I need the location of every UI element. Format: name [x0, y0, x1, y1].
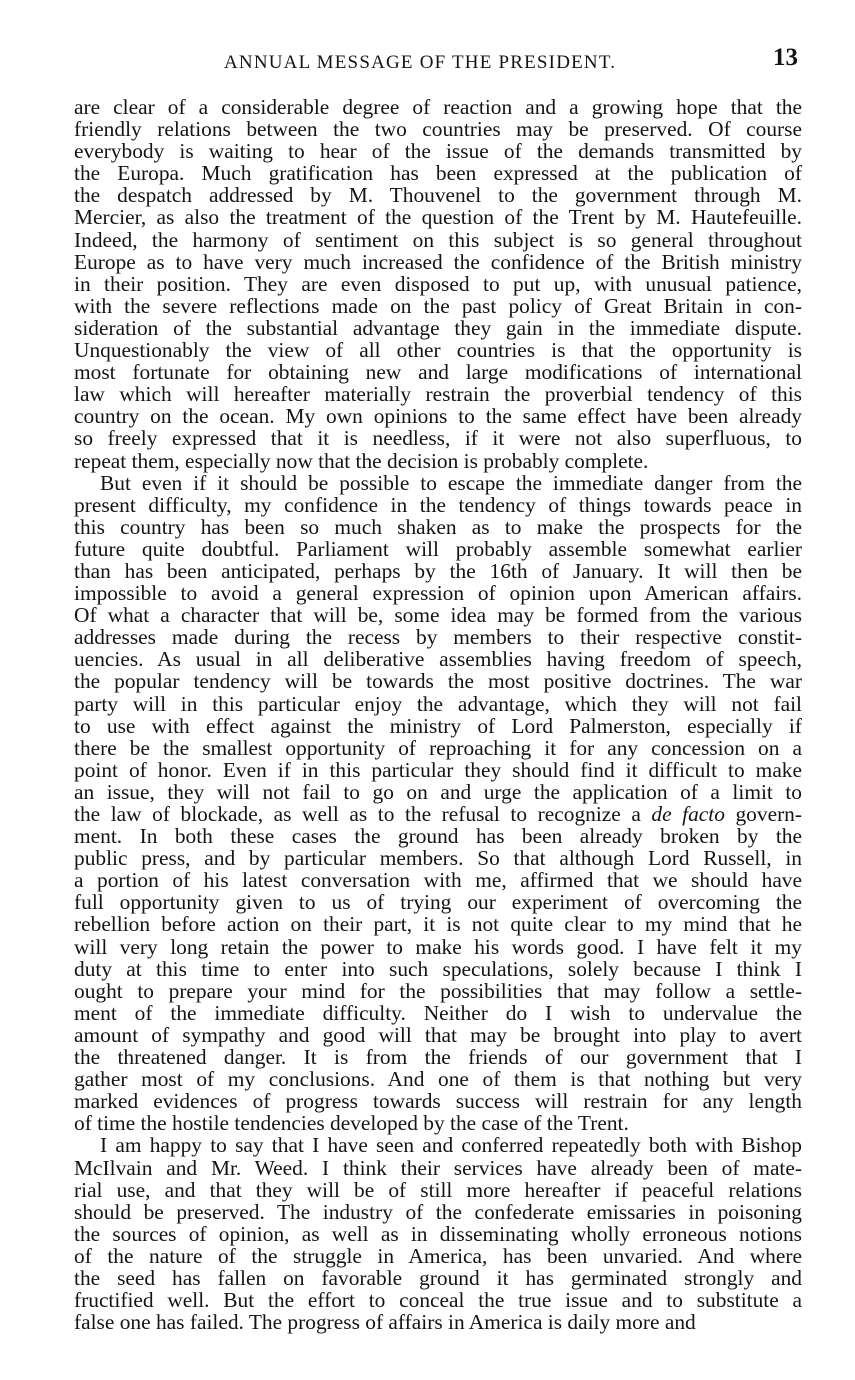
running-title: ANNUAL MESSAGE OF THE PRESIDENT.: [224, 52, 617, 73]
text-line: Indeed, the harmony of sentiment on this subject is so general throughout: [74, 227, 802, 252]
text-line: gather most of my conclusions. And one of them is that nothing but very: [74, 1067, 802, 1092]
text-line: rebellion before action on their part, it is not quite clear to my mind that he: [74, 912, 802, 937]
text-line: to use with effect against the ministry of Lord Palmerston, especially if: [74, 713, 802, 738]
text-line: law which will hereafter materially restrain the proverbial tendency of this: [74, 382, 802, 407]
text-line: so freely expressed that it is needless, if it were not also superfluous, to: [74, 426, 802, 451]
text-line: impossible to avoid a general expression of opinion upon American affairs.: [74, 581, 802, 606]
text-line: Unquestionably the view of all other countries is that the opportunity is: [74, 338, 802, 363]
text-line: most fortunate for obtaining new and large modifications of international: [74, 360, 802, 385]
text-line: Mercier, as also the treatment of the question of the Trent by M. Hautefeuille.: [74, 205, 802, 230]
text-line: ment. In both these cases the ground has been already broken by the: [74, 824, 802, 849]
text-line: rial use, and that they will be of still more hereafter if peaceful relations: [74, 1177, 802, 1202]
text-line: McIlvain and Mr. Weed. I think their services have already been of mate-: [74, 1155, 802, 1180]
text-line: will very long retain the power to make his words good. I have felt it my: [74, 934, 802, 959]
text-line: Europe as to have very much increased the confidence of the British ministry: [74, 249, 802, 274]
body-text: [74, 96, 802, 1333]
text-line: of the nature of the struggle in America, has been unvaried. And where: [74, 1243, 802, 1268]
text-line: ought to prepare your mind for the possibilities that may follow a settle-: [74, 978, 802, 1003]
text-line: ment of the immediate difficulty. Neither do I wish to undervalue the: [74, 1000, 802, 1025]
text-line: marked evidences of progress towards success will restrain for any length: [74, 1089, 802, 1114]
text-line: party will in this particular enjoy the advantage, which they will not fail: [74, 691, 802, 716]
text-line: country on the ocean. My own opinions to the same effect have been already: [74, 404, 802, 429]
text-line: addresses made during the recess by members to their respective constit-: [74, 625, 802, 650]
text-line: I am happy to say that I have seen and conferred repeatedly both with Bishop: [100, 1133, 802, 1158]
text-line: there be the smallest opportunity of reproaching it for any concession on a: [74, 735, 802, 760]
text-line: friendly relations between the two countries may be preserved. Of course: [74, 117, 802, 142]
text-line: false one has failed. The progress of affairs in America is daily more and: [74, 1310, 696, 1335]
text-line: an issue, they will not fail to go on and urge the application of a limit to: [74, 779, 802, 804]
text-line: public press, and by particular members. So that although Lord Russell, in: [74, 846, 802, 871]
text-line: future quite doubtful. Parliament will probably assemble somewhat earlier: [74, 536, 802, 561]
text-line: the seed has fallen on favorable ground it has germinated strongly and: [74, 1265, 802, 1290]
text-line: But even if it should be possible to escape the immediate danger from the: [100, 470, 802, 495]
text-line: the threatened danger. It is from the friends of our government that I: [74, 1045, 802, 1070]
text-line: the law of blockade, as well as to the refusal to recognize a de facto govern-: [74, 802, 803, 826]
text-line: than has been anticipated, perhaps by the 16th of January. It will then be: [74, 558, 802, 583]
text-line: everybody is waiting to hear of the issue of the demands transmitted by: [74, 139, 802, 164]
paragraph-3: [74, 1134, 802, 1333]
text-line: the despatch addressed by M. Thouvenel to the government through M.: [74, 183, 802, 208]
page-number: 13: [773, 44, 798, 71]
text-line: the Europa. Much gratification has been expressed at the publication of: [74, 161, 802, 186]
text-line: amount of sympathy and good will that may be brought into play to avert: [74, 1022, 802, 1047]
text-line: of time the hostile tendencies developed by the case of the Trent.: [74, 1111, 629, 1136]
text-line: are clear of a considerable degree of reaction and a growing hope that the: [74, 95, 802, 119]
text-line: repeat them, especially now that the decision is probably complete.: [74, 448, 649, 473]
page-header: [74, 44, 800, 84]
text-line: sideration of the substantial advantage they gain in the immediate dispute.: [74, 315, 802, 340]
text-line: uencies. As usual in all deliberative assemblies having freedom of speech,: [74, 647, 802, 672]
paragraph-1: [74, 96, 802, 472]
text-line: in their position. They are even disposed to put up, with unusual patience,: [74, 271, 802, 296]
text-line: point of honor. Even if in this particular they should find it difficult to make: [74, 757, 802, 782]
text-line: a portion of his latest conversation with me, affirmed that we should have: [74, 868, 802, 893]
text-line: the popular tendency will be towards the most positive doctrines. The war: [74, 669, 802, 694]
text-line: duty at this time to enter into such speculations, solely because I think I: [74, 956, 802, 981]
text-line: full opportunity given to us of trying our experiment of overcoming the: [74, 890, 802, 915]
text-line: Of what a character that will be, some idea may be formed from the various: [74, 603, 802, 628]
text-line: with the severe reflections made on the past policy of Great Britain in con-: [74, 293, 802, 318]
text-line: the sources of opinion, as well as in disseminating wholly erroneous notions: [74, 1221, 802, 1246]
text-line: fructified well. But the effort to conceal the true issue and to substitute a: [74, 1288, 802, 1313]
text-line: should be preserved. The industry of the confederate emissaries in poisoning: [74, 1199, 802, 1224]
paragraph-2: [74, 472, 802, 1135]
text-line: this country has been so much shaken as to make the prospects for the: [74, 514, 802, 539]
text-line: present difficulty, my confidence in the tendency of things towards peace in: [74, 492, 802, 517]
